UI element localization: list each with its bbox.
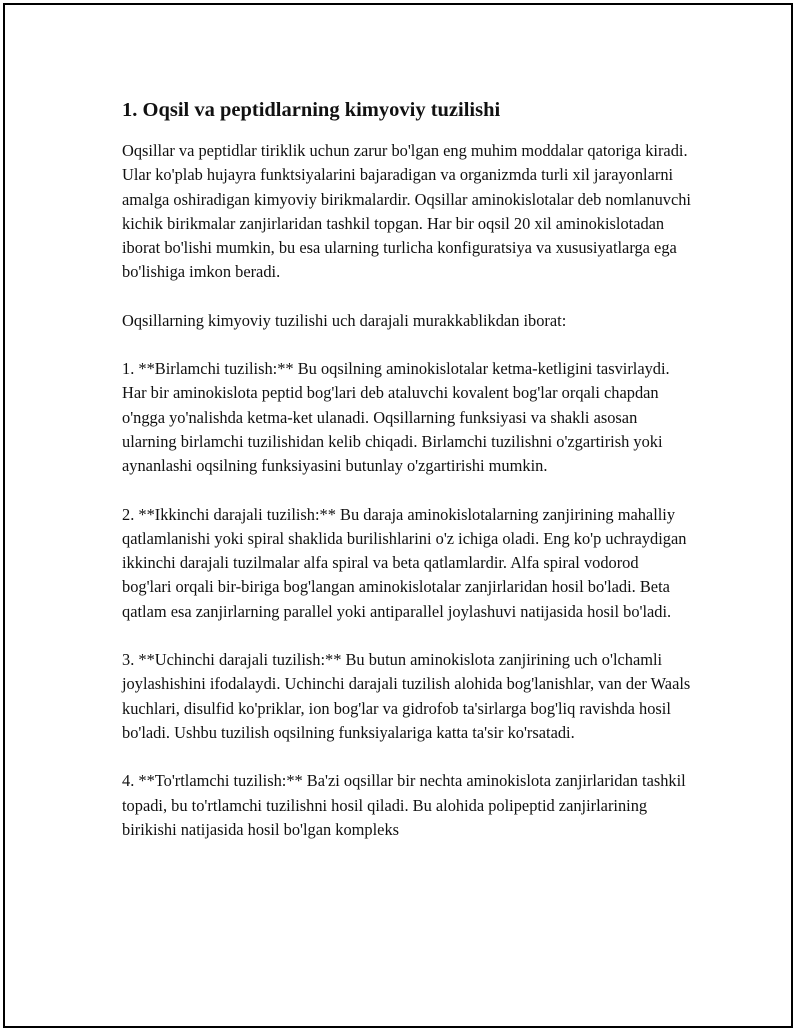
document-body	[122, 97, 692, 866]
document-title: 1. Oqsil va peptidlarning kimyoviy tuzilishi	[122, 99, 501, 121]
paragraph-tertiary-structure: 3. **Uchinchi darajali tuzilish:** Bu butun aminokislota zanjirining uch o'lchamli joylashishini ifodalaydi. Uchinchi darajali tuzilish alohida bog'lanishlar, van der Waals kuchlari, disulfid ko'priklar, ion bog'lar va gidrofob ta'sirlarga bog'liq ravishda hosil bo'ladi. Ushbu tuzilish oqsilning funksiyalariga katta ta'sir ko'rsatadi.	[122, 650, 691, 742]
paragraph-levels-intro: Oqsillarning kimyoviy tuzilishi uch darajali murakkablikdan iborat:	[122, 310, 567, 330]
paragraph-quaternary-structure: 4. **To'rtlamchi tuzilish:** Ba'zi oqsillar bir nechta aminokislota zanjirlaridan tashkil topadi, bu to'rtlamchi tuzilishni hosil qiladi. Bu alohida polipeptid zanjirlarining birikishi natijasida hosil bo'lgan kompleks	[122, 771, 686, 839]
paragraph-primary-structure: 1. **Birlamchi tuzilish:** Bu oqsilning aminokislotalar ketma-ketligini tasvirlaydi. Har bir aminokislota peptid bog'lari deb ataluvchi kovalent bog'lar orqali chapdan o'ngga yo'nalishda ketma-ket ulanadi. Oqsillarning funksiyasi va shakli asosan ularning birlamchi tuzilishidan kelib chiqadi. Birlamchi tuzilishni o'zgartirish yoki aynanlashi oqsilning funksiyasini butunlay o'zgartirishi mumkin.	[122, 359, 670, 476]
document-page	[3, 3, 793, 1028]
paragraph-secondary-structure: 2. **Ikkinchi darajali tuzilish:** Bu daraja aminokislotalarning zanjirining mahalliy qatlamlanishi yoki spiral shaklida burilishlarini o'z ichiga oladi. Eng ko'p uchraydigan ikkinchi darajali tuzilmalar alfa spiral va beta qatlamlardir. Alfa spiral vodorod bog'lari orqali bir-biriga bog'langan aminokislotalar zanjirlaridan hosil bo'ladi. Beta qatlam esa zanjirlarning parallel yoki antiparallel joylashuvi natijasida hosil bo'ladi.	[122, 504, 687, 621]
paragraph-intro: Oqsillar va peptidlar tiriklik uchun zarur bo'lgan eng muhim moddalar qatoriga kiradi. Ular ko'plab hujayra funktsiyalarini bajaradigan va organizmda turli xil jarayonlarni amalga oshiradigan kimyoviy birikmalardir. Oqsillar aminokislotalar deb nomlanuvchi kichik birikmalar zanjirlaridan tashkil topgan. Har bir oqsil 20 xil aminokislotadan iborat bo'lishi mumkin, bu esa ularning turlicha konfiguratsiya va xususiyatlarga ega bo'lishiga imkon beradi.	[122, 141, 691, 282]
